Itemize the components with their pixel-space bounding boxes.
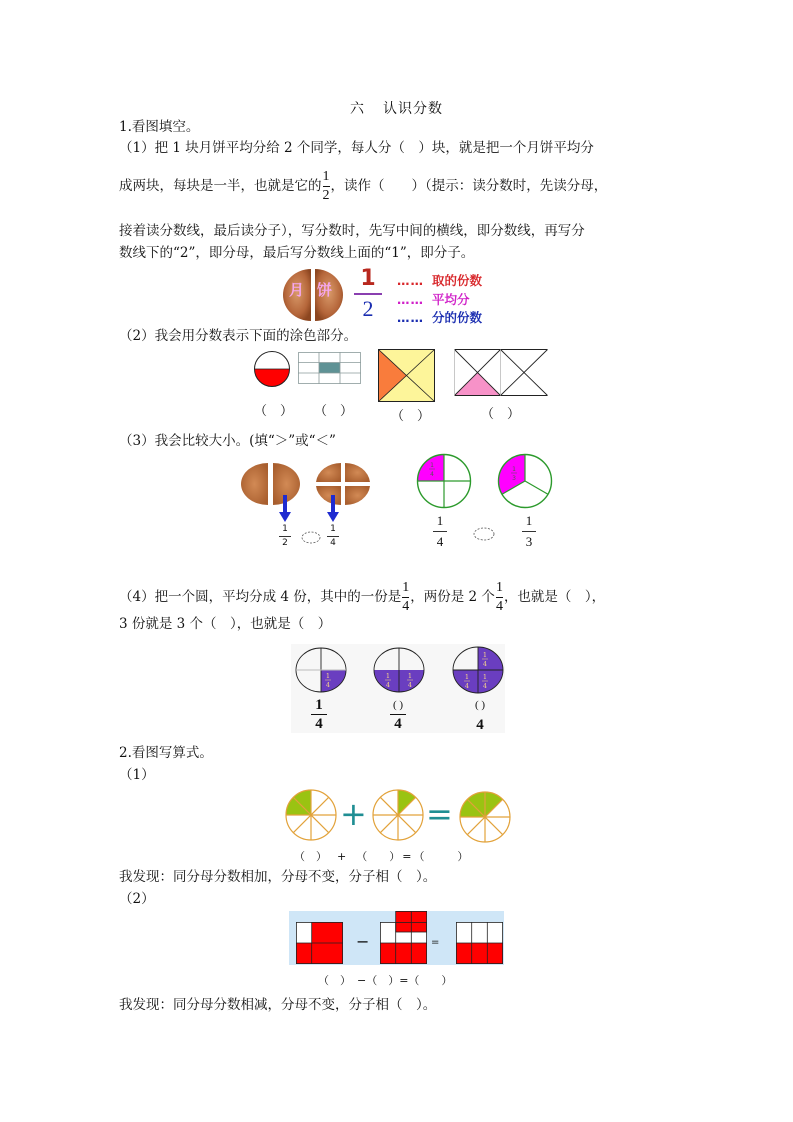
q1-p4-line2: 3 份就是 3 个（ ），也就是（ ） bbox=[119, 616, 332, 632]
question-2-heading: 2.看图写算式。 bbox=[119, 745, 213, 761]
svg-text:4: 4 bbox=[407, 681, 413, 689]
subtraction-expression: （ ） −（ ）=（ ） bbox=[318, 974, 453, 987]
cookie-halves-figure bbox=[241, 462, 301, 506]
pie-two-eighths bbox=[284, 788, 338, 842]
question-1-heading: 1.看图填空。 bbox=[119, 119, 200, 135]
svg-text:3: 3 bbox=[512, 475, 516, 482]
q2-p2-label: （2） bbox=[119, 891, 155, 907]
plus-sign: + bbox=[340, 795, 367, 833]
circle-3-fraction: ( ) 4 bbox=[474, 699, 486, 733]
q2-p1-label: （1） bbox=[119, 767, 155, 783]
quarter-circle-figure bbox=[416, 453, 472, 509]
fraction-line bbox=[354, 293, 382, 295]
mooncake-text-left: 月 bbox=[289, 281, 305, 299]
svg-text:4: 4 bbox=[464, 682, 470, 690]
page-title bbox=[0, 98, 793, 118]
third-circle-figure bbox=[497, 453, 553, 509]
fraction-one-third-large: 1 3 bbox=[522, 513, 536, 550]
svg-text:4: 4 bbox=[482, 682, 488, 690]
svg-text:1: 1 bbox=[512, 466, 516, 473]
fraction-diagram bbox=[354, 267, 382, 321]
svg-text:1: 1 bbox=[407, 672, 413, 680]
answer-blank-2[interactable]: （ ） bbox=[314, 404, 354, 419]
grid-figure bbox=[298, 352, 361, 384]
addition-expression: （ ） + （ ） = （ ） bbox=[294, 850, 469, 863]
legend-numerator: …… 取的份数 bbox=[397, 273, 483, 288]
rectangle-triangle-figure bbox=[454, 349, 548, 396]
block-figure-subtrahend bbox=[380, 911, 427, 964]
chapter-number: 六 bbox=[350, 101, 365, 117]
svg-text:1: 1 bbox=[464, 673, 470, 681]
arrow-down-icon bbox=[327, 495, 339, 523]
answer-blank-1[interactable]: （ ） bbox=[254, 404, 294, 419]
circle-1-fraction: 1 4 bbox=[311, 697, 327, 732]
circle-two-quarters bbox=[373, 647, 425, 693]
inline-fraction: $\frac{1}{4}$ bbox=[495, 580, 503, 614]
q1-p1-line1: （1）把 1 块月饼平均分给 2 个同学，每人分（ ）块，就是把一个月饼平均分 bbox=[119, 140, 594, 156]
svg-text:1: 1 bbox=[325, 672, 331, 680]
q1-p4-line1: （4）把一个圆，平均分成 4 份，其中的一份是 $\frac{1}{4}$ ，两份是 2 个 $\frac{1}{4}$ ，也就是（ ）， bbox=[119, 580, 606, 614]
mooncake-text-right: 饼 bbox=[317, 281, 333, 299]
inline-fraction: $\frac{1}{4}$ bbox=[402, 580, 410, 614]
inline-fraction: $\frac{1}{2}$ bbox=[322, 169, 330, 203]
square-triangle-figure bbox=[378, 349, 435, 402]
minus-sign: − bbox=[356, 932, 370, 951]
q1-p2-line: （2）我会用分数表示下面的涂色部分。 bbox=[119, 328, 358, 344]
q2-p1-finding: 我发现：同分母分数相加，分母不变，分子相（ ）。 bbox=[119, 869, 437, 885]
half-circle-figure bbox=[253, 350, 291, 388]
fraction-one-quarter: 1 4 bbox=[327, 524, 339, 549]
answer-blank-3[interactable]: （ ） bbox=[391, 409, 431, 424]
block-figure-minuend bbox=[296, 922, 343, 964]
q1-p3-line: （3）我会比较大小。(填“＞”或“＜” bbox=[119, 433, 336, 449]
q1-p1-line3: 接着读分数线，最后读分子），写分数时，先写中间的横线，即分数线，再写分 bbox=[119, 223, 585, 239]
circle-three-quarters bbox=[452, 646, 504, 694]
mooncake-illustration bbox=[281, 267, 345, 323]
svg-text:1: 1 bbox=[385, 672, 391, 680]
svg-text:1: 1 bbox=[482, 651, 488, 659]
answer-blank-4[interactable]: （ ） bbox=[481, 407, 521, 422]
equals-sign: = bbox=[426, 795, 453, 833]
equals-sign-small: = bbox=[431, 937, 440, 948]
q1-p1-line2: 成两块，每块是一半，也就是它的 $\frac{1}{2}$ ，读作（ ）（提示：读分数时，先读分母， bbox=[119, 169, 608, 203]
legend-fraction-bar: …… 平均分 bbox=[397, 292, 470, 307]
arrow-down-icon bbox=[279, 495, 291, 523]
cookie-quarters-figure bbox=[316, 462, 370, 506]
svg-text:1: 1 bbox=[482, 673, 488, 681]
compare-blank-left[interactable] bbox=[301, 531, 321, 544]
svg-text:1: 1 bbox=[430, 462, 434, 469]
fraction-one-quarter-large: 1 4 bbox=[433, 513, 447, 550]
circle-one-quarter bbox=[295, 647, 347, 693]
pie-three-eighths bbox=[458, 790, 512, 844]
svg-text:4: 4 bbox=[430, 471, 434, 478]
pie-one-eighth bbox=[371, 788, 425, 842]
svg-text:4: 4 bbox=[325, 681, 331, 689]
circle-2-fraction: ( ) 4 bbox=[388, 697, 408, 732]
svg-text:4: 4 bbox=[385, 681, 391, 689]
fraction-numerator: 1 bbox=[360, 266, 376, 291]
svg-text:4: 4 bbox=[482, 660, 488, 668]
chapter-title: 认识分数 bbox=[383, 101, 443, 117]
legend-denominator: …… 分的份数 bbox=[397, 310, 483, 325]
q1-p1-line4: 数线下的“2”，即分母，最后写分数线上面的“1”，即分子。 bbox=[119, 245, 475, 261]
block-figure-difference bbox=[456, 922, 503, 964]
compare-blank-right[interactable] bbox=[473, 527, 495, 541]
fraction-denominator: 2 bbox=[362, 296, 374, 321]
q2-p2-finding: 我发现：同分母分数相减，分母不变，分子相（ ）。 bbox=[119, 997, 437, 1013]
fraction-one-half: 1 2 bbox=[279, 524, 291, 549]
